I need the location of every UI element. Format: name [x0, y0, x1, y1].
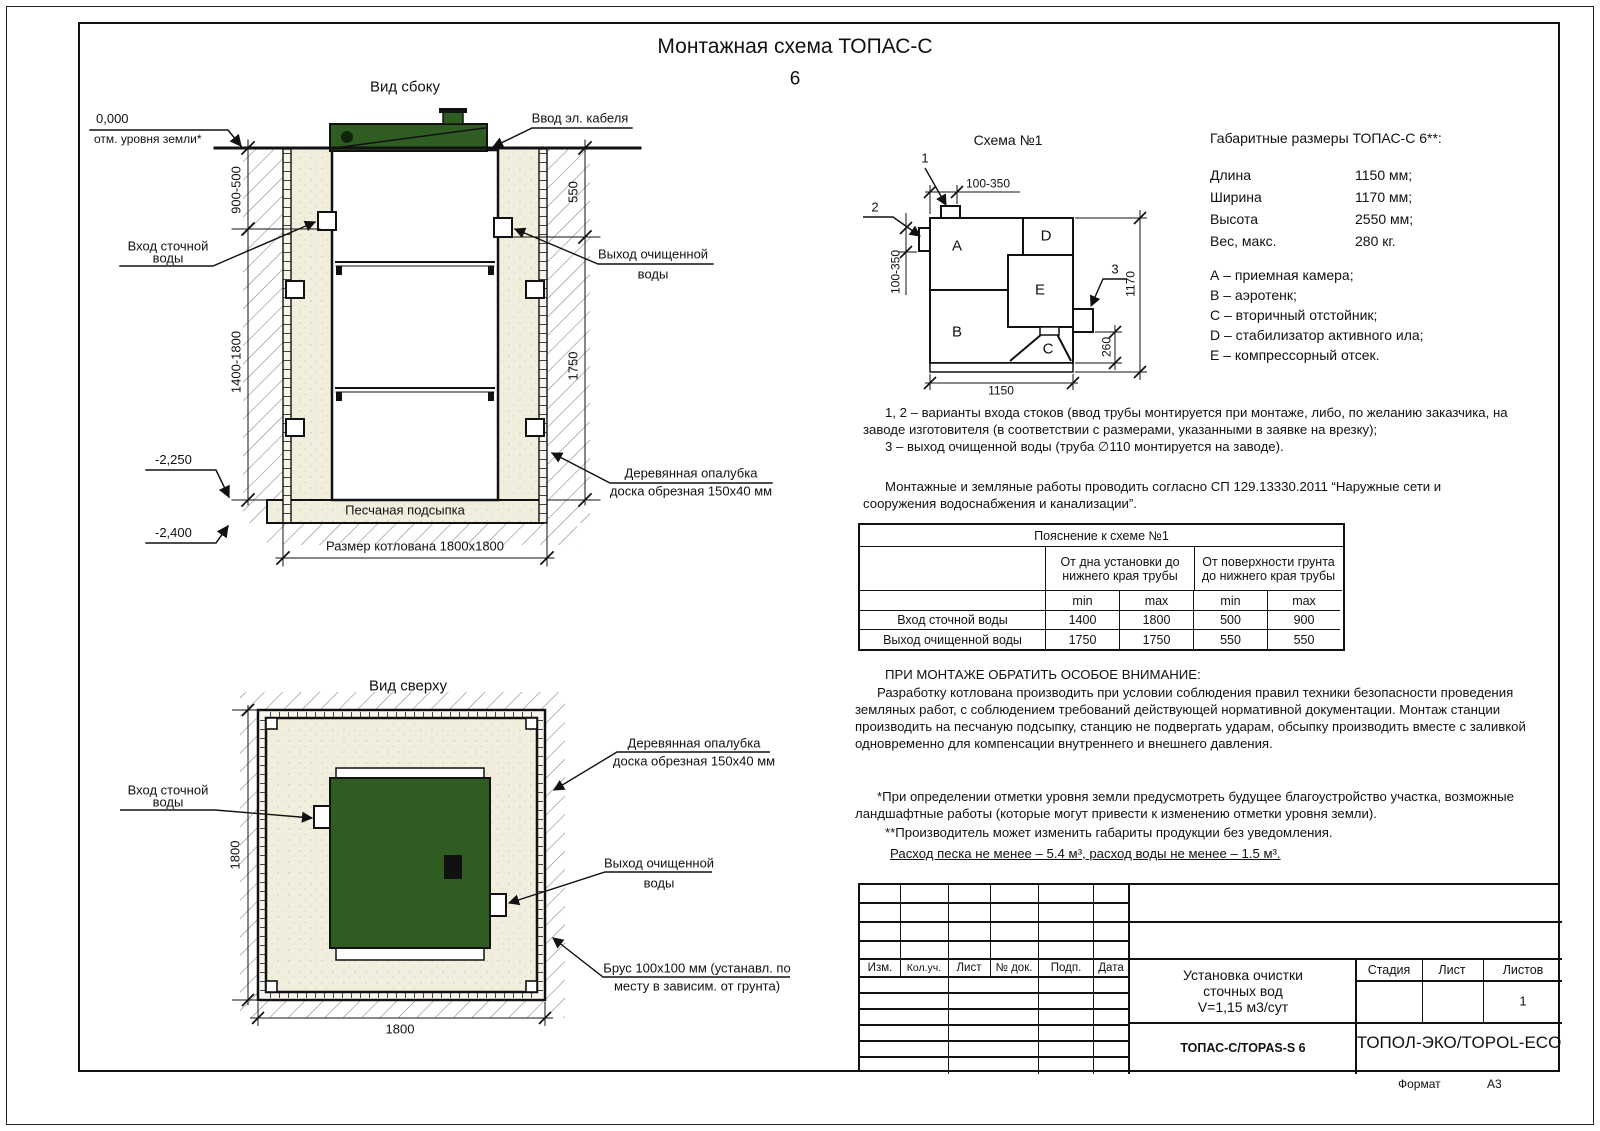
sheets-label: Листов [1502, 963, 1544, 977]
pipe-table-title: Пояснение к схеме №1 [860, 525, 1343, 547]
side-inlet-label-2: воды [152, 250, 184, 266]
spec-label: Вес, макс. [1210, 233, 1277, 249]
top-dim-1800-h: 1800 [385, 1021, 415, 1037]
top-inlet-label-1: Вход сточной [127, 782, 209, 798]
pipe-table-group-1: От дна установки до нижнего края трубы [1046, 547, 1195, 591]
schema-inlet-2 [919, 228, 930, 251]
cell-value: 1800 [1120, 611, 1194, 630]
min-header: min [1194, 591, 1268, 611]
sheets-value: 1 [1519, 993, 1527, 1009]
pipe-table-group-2: От поверхности грунта до нижнего края трубы [1195, 547, 1342, 591]
top-tank-lid [330, 778, 490, 948]
side-timber-block [526, 419, 544, 436]
page-title-number: 6 [789, 68, 801, 90]
compartment-b: B [951, 323, 963, 341]
schema-title: Схема №1 [973, 132, 1043, 149]
spec-label: Длина [1210, 167, 1251, 183]
cell-value: 500 [1194, 611, 1268, 630]
rev-header-list: Лист [956, 962, 982, 974]
max-header: max [1120, 591, 1194, 611]
cell-value: 1750 [1120, 630, 1194, 649]
schema-marker-3: 3 [1111, 261, 1119, 277]
note-outlet: 3 – выход очищенной воды (труба ∅110 монтируется на заводе). [885, 439, 1284, 454]
note-sp: Монтажные и земляные работы проводить согласно СП 129.13330.2011 “Наружные сети и сооружения водоснабжения и канализации”. [863, 479, 1442, 511]
min-header: min [1046, 591, 1120, 611]
schema-outlet-3 [1073, 309, 1093, 332]
side-inlet-label-1: Вход сточной [127, 238, 209, 254]
timber-label-1: Брус 100х100 мм (устанавл. по [603, 960, 791, 976]
side-tank-body [332, 150, 498, 500]
specs-heading: Габаритные размеры ТОПАС-С 6**: [1210, 130, 1442, 146]
sand-bed-label: Песчаная подсыпка [345, 502, 465, 518]
max-header: max [1268, 591, 1340, 611]
dim-550: 550 [565, 181, 581, 203]
side-ground-hatch-left [243, 149, 283, 523]
side-outlet-label-1: Выход очищенной [597, 246, 709, 262]
top-inlet-pipe [314, 806, 330, 828]
row-label: Выход очищенной воды [860, 630, 1046, 649]
side-formwork-right [539, 149, 547, 523]
side-formwork-label-1: Деревянная опалубка [624, 465, 758, 481]
spec-value: 2550 мм; [1355, 211, 1414, 227]
top-dim-1800-v: 1800 [227, 840, 243, 870]
doc-title-line-2: сточных вод [1203, 983, 1283, 999]
footnote-1: *При определении отметки уровня земли предусмотреть будущее благоустройство участка, возможные ландшафтные работы (которые могут привести к изменению отметки уровня земли). [855, 789, 1514, 821]
doc-title-line-1: Установка очистки [1182, 967, 1304, 983]
legend-item: E – компрессорный отсек. [1210, 347, 1380, 363]
side-elevation-marks [90, 130, 241, 543]
rev-header-koluch: Кол.уч. [906, 962, 942, 974]
ground-zero-mark: 0,000 [96, 111, 129, 126]
page-title: Монтажная схема ТОПАС-С [657, 35, 933, 59]
side-lid-bolt [341, 131, 353, 143]
attention-heading: ПРИ МОНТАЖЕ ОБРАТИТЬ ОСОБОЕ ВНИМАНИЕ: [885, 667, 1201, 682]
side-formwork-left [283, 149, 291, 523]
cell-value: 900 [1268, 611, 1340, 630]
top-outlet-pipe [490, 894, 506, 916]
top-vent-hatch [444, 855, 462, 879]
legend-item: D – стабилизатор активного ила; [1210, 327, 1424, 343]
schema-dim-top: 100-350 [965, 176, 1011, 191]
schema-marker-2: 2 [871, 199, 879, 215]
note-variants: 1, 2 – варианты входа стоков (ввод трубы монтируется при монтаже, либо, по желанию заказчика, на заводе изготовителя (в соответствии с размерами, указанными в заявке на врезку); [863, 405, 1508, 437]
cell-value: 550 [1194, 630, 1268, 649]
spec-label: Высота [1210, 211, 1259, 227]
side-ground-hatch-right [547, 149, 590, 523]
spec-value: 280 кг. [1355, 233, 1396, 249]
compartment-c: C [1042, 340, 1054, 358]
dim-1750: 1750 [565, 351, 581, 381]
schema-inlet-1 [941, 206, 960, 218]
compartment-e: E [1034, 281, 1046, 299]
dim-1400-1800: 1400-1800 [228, 330, 244, 394]
schema-dim-1150: 1150 [988, 383, 1014, 398]
spec-value: 1170 мм; [1355, 189, 1413, 205]
product-code: ТОПАС-С/TOPAS-S 6 [1180, 1041, 1306, 1055]
legend-item: А – приемная камера; [1210, 267, 1354, 283]
side-vent-cap [443, 112, 463, 124]
side-inlet-pipe [318, 212, 336, 230]
attention-body: Разработку котлована производить при условии соблюдения правил техники безопасности проведения земляных работ, с соблюдением требований действующей нормативной документации. Монтаж станции производить на песчаную подсыпку, станцию не подвергать ударам, обсыпку производить вместе с заливкой одновременно для компенсации внутреннего и внешнего давления. [855, 685, 1526, 751]
footnote-2: **Производитель может изменить габариты продукции без уведомления. [885, 825, 1333, 840]
title-block [858, 883, 1560, 1072]
format-label: Формат [1398, 1077, 1441, 1091]
timber-label-2: месту в зависим. от грунта) [613, 978, 781, 994]
side-outlet-label-2: воды [637, 266, 669, 282]
side-timber-block [286, 419, 304, 436]
top-view-title: Вид сверху [368, 677, 448, 695]
schema-dim-1170: 1170 [1123, 271, 1138, 297]
rev-header-data: Дата [1098, 962, 1124, 974]
pit-size-label: Размер котлована 1800х1800 [325, 538, 505, 554]
spec-label: Ширина [1210, 189, 1262, 205]
pipe-table [858, 523, 1345, 651]
top-inlet-label-2: воды [152, 794, 184, 810]
top-formwork-label-2: доска обрезная 150х40 мм [612, 753, 776, 769]
cell-value: 1400 [1046, 611, 1120, 630]
sheet-label: Лист [1438, 963, 1466, 977]
top-formwork-label-1: Деревянная опалубка [627, 735, 761, 751]
schema-marker-1: 1 [921, 150, 929, 166]
cell-value: 550 [1293, 632, 1315, 647]
company-name: ТОПОЛ-ЭКО/TOPOL-ECO [1356, 1033, 1562, 1052]
side-timber-block [286, 281, 304, 298]
stage-label: Стадия [1367, 963, 1411, 977]
side-timber-block [526, 281, 544, 298]
doc-title-line-3: V=1,15 м3/сут [1197, 999, 1289, 1015]
legend-item: C – вторичный отстойник; [1210, 307, 1378, 323]
consumption-note: Расход песка не менее – 5.4 м³, расход воды не менее – 1.5 м³. [890, 846, 1281, 861]
pipe-table-corner [860, 547, 1046, 591]
schema-dim-left: 100-350 [888, 249, 903, 295]
spec-value: 1150 мм; [1355, 167, 1413, 183]
row-label: Вход сточной воды [860, 611, 1046, 630]
side-view-title: Вид сбоку [370, 78, 440, 96]
top-outlet-label-1: Выход очищенной [603, 855, 715, 871]
level-minus-2250: -2,250 [155, 452, 192, 467]
compartment-a: A [951, 237, 963, 255]
dim-900-500: 900-500 [228, 166, 244, 214]
cable-entry-label: Ввод эл. кабеля [531, 110, 629, 126]
rev-header-ndok: № док. [995, 962, 1033, 974]
level-minus-2400: -2,400 [155, 525, 192, 540]
cell-value: 1750 [1046, 630, 1120, 649]
rev-header-izm: Изм. [867, 962, 893, 974]
side-formwork-label-2: доска обрезная 150х40 мм [609, 483, 773, 499]
ground-zero-caption: отм. уровня земли* [94, 132, 202, 146]
schema-dim-260: 260 [1099, 336, 1114, 358]
top-outlet-label-2: воды [643, 875, 675, 891]
rev-header-podp: Подп. [1050, 962, 1082, 974]
side-outlet-pipe [494, 218, 512, 237]
legend-item: B – аэротенк; [1210, 287, 1297, 303]
compartment-d: D [1040, 227, 1052, 245]
format-value: А3 [1487, 1077, 1502, 1091]
